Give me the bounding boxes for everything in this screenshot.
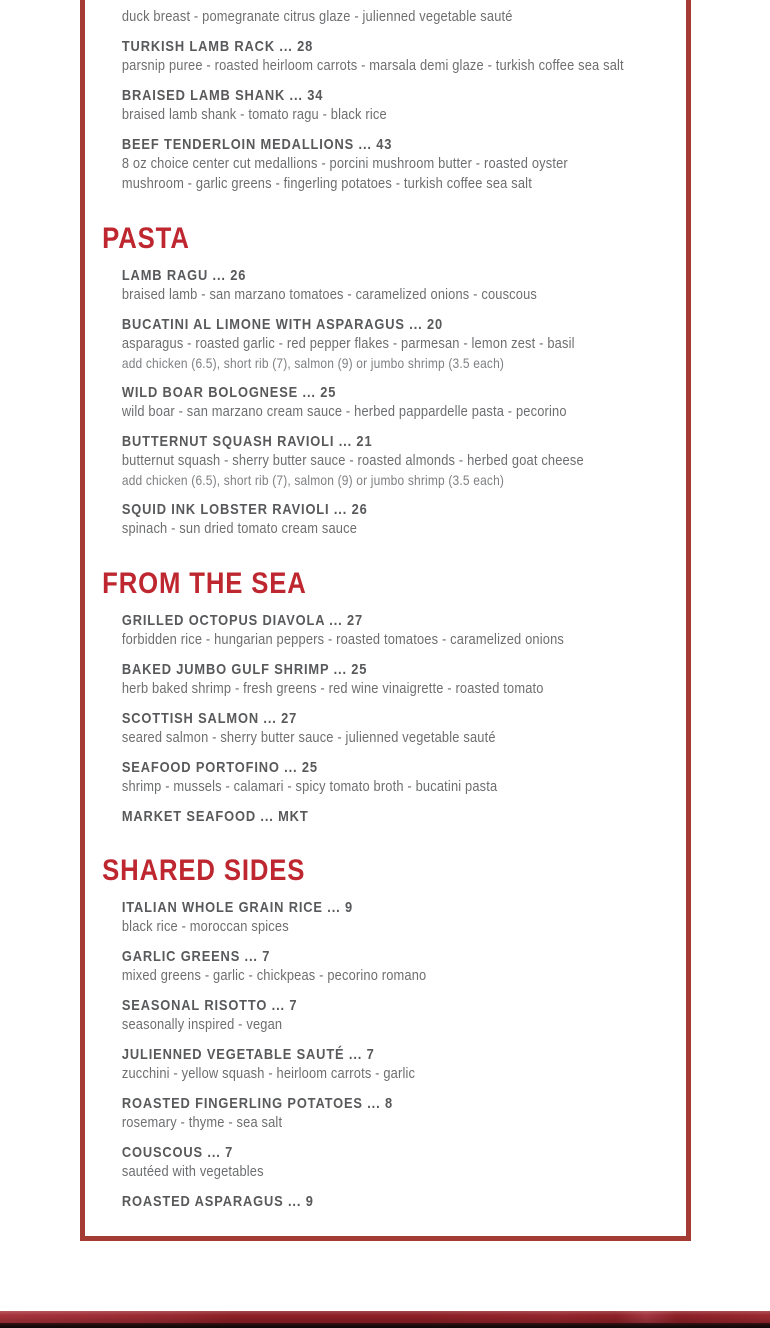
item-description-line: black rice - moroccan spices (121, 918, 289, 935)
menu-item (122, 315, 688, 373)
menu-item (122, 807, 688, 826)
item-description-line: parsnip puree - roasted heirloom carrots - marsala demi glaze - turkish coffee sea salt (121, 57, 624, 74)
item-description-line: seared salmon - sherry butter sauce - julienned vegetable sauté (121, 729, 496, 746)
menu-item (122, 1192, 688, 1211)
item-description-line: zucchini - yellow squash - heirloom carrots - garlic (121, 1065, 416, 1082)
menu-item (122, 709, 688, 748)
section-title: SHARED SIDES (102, 854, 306, 887)
item-name: GRILLED OCTOPUS DIAVOLA ... 27 (121, 612, 364, 629)
menu-section (102, 854, 688, 1211)
menu-item (122, 1094, 688, 1133)
item-name: LAMB RAGU ... 26 (121, 267, 247, 284)
item-name: ROASTED ASPARAGUS ... 9 (121, 1193, 314, 1210)
item-description-line: duck breast - pomegranate citrus glaze - julienned vegetable sauté (121, 8, 513, 25)
menu-item (122, 432, 688, 490)
item-description-line: forbidden rice - hungarian peppers - roasted tomatoes - caramelized onions (121, 631, 564, 648)
item-name: TURKISH LAMB RACK ... 28 (121, 38, 314, 55)
item-description-line: sautéed with vegetables (121, 1163, 264, 1180)
section-title: FROM THE SEA (102, 567, 307, 600)
item-name: SQUID INK LOBSTER RAVIOLI ... 26 (121, 501, 368, 518)
item-description-line: butternut squash - sherry butter sauce - roasted almonds - herbed goat cheese (121, 452, 584, 469)
item-description-line: spinach - sun dried tomato cream sauce (121, 520, 358, 537)
item-name: BEEF TENDERLOIN MEDALLIONS ... 43 (121, 136, 393, 153)
menu-item (122, 660, 688, 699)
item-description-line: braised lamb - san marzano tomatoes - caramelized onions - couscous (121, 286, 538, 303)
menu-item (122, 611, 688, 650)
menu-item (122, 1045, 688, 1084)
item-description-line: rosemary - thyme - sea salt (121, 1114, 283, 1131)
menu-item (122, 383, 688, 422)
menu-item (122, 135, 688, 194)
item-name: SEAFOOD PORTOFINO ... 25 (121, 759, 318, 776)
menu-section (102, 567, 688, 826)
menu-item (122, 37, 688, 76)
menu-item (122, 947, 688, 986)
item-name: BRAISED LAMB SHANK ... 34 (121, 87, 324, 104)
item-description-line: asparagus - roasted garlic - red pepper flakes - parmesan - lemon zest - basil (121, 335, 575, 352)
item-description-line: herb baked shrimp - fresh greens - red wine vinaigrette - roasted tomato (121, 680, 544, 697)
footer-ribbon (0, 1311, 770, 1328)
item-addon-note: add chicken (6.5), short rib (7), salmon (9) or jumbo shrimp (3.5 each) (121, 355, 505, 371)
footer-ribbon-dark-edge (0, 1323, 770, 1328)
menu-border-box (80, 0, 691, 1241)
menu-item (122, 758, 688, 797)
item-name: SCOTTISH SALMON ... 27 (121, 710, 298, 727)
menu-content (85, 0, 687, 1211)
menu-item (122, 996, 688, 1035)
item-name: ITALIAN WHOLE GRAIN RICE ... 9 (121, 899, 354, 916)
item-description-line: mixed greens - garlic - chickpeas - pecorino romano (121, 967, 427, 984)
menu-item (122, 266, 688, 305)
item-name: WILD BOAR BOLOGNESE ... 25 (121, 384, 337, 401)
footer-ribbon-red-band (0, 1311, 770, 1323)
item-name: BAKED JUMBO GULF SHRIMP ... 25 (121, 661, 368, 678)
item-description-line: seasonally inspired - vegan (121, 1016, 283, 1033)
item-description-line: braised lamb shank - tomato ragu - black rice (121, 106, 387, 123)
item-name: COUSCOUS ... 7 (121, 1144, 234, 1161)
menu-item (122, 500, 688, 539)
item-description-line: shrimp - mussels - calamari - spicy tomato broth - bucatini pasta (121, 778, 498, 795)
item-addon-note: add chicken (6.5), short rib (7), salmon (9) or jumbo shrimp (3.5 each) (121, 472, 505, 488)
item-name: ROASTED FINGERLING POTATOES ... 8 (121, 1095, 393, 1112)
menu-item (122, 7, 688, 27)
menu-section (102, 222, 688, 539)
menu-section (122, 7, 688, 194)
item-name: BUTTERNUT SQUASH RAVIOLI ... 21 (121, 433, 373, 450)
item-name: JULIENNED VEGETABLE SAUTÉ ... 7 (121, 1046, 375, 1063)
item-name: MARKET SEAFOOD ... MKT (121, 808, 309, 825)
item-description-line: mushroom - garlic greens - fingerling potatoes - turkish coffee sea salt (121, 175, 532, 192)
section-title: PASTA (102, 222, 190, 255)
item-name: SEASONAL RISOTTO ... 7 (121, 997, 298, 1014)
item-name: BUCATINI AL LIMONE WITH ASPARAGUS ... 20 (121, 316, 443, 333)
menu-item (122, 898, 688, 937)
menu-item (122, 86, 688, 125)
item-description-line: 8 oz choice center cut medallions - porcini mushroom butter - roasted oyster (121, 155, 568, 172)
item-name: GARLIC GREENS ... 7 (121, 948, 271, 965)
menu-item (122, 1143, 688, 1182)
item-description-line: wild boar - san marzano cream sauce - herbed pappardelle pasta - pecorino (121, 403, 567, 420)
